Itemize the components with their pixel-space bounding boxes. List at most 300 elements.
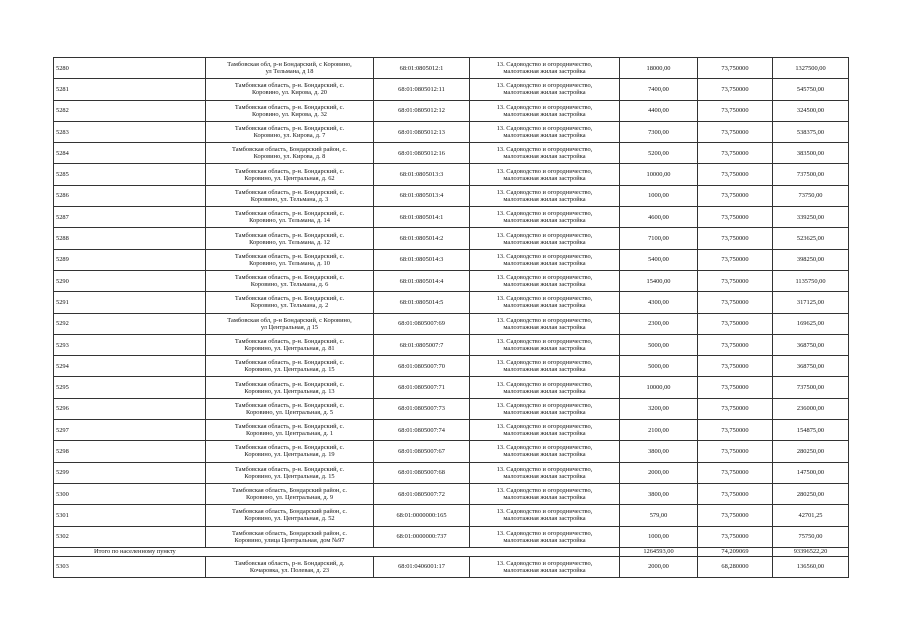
cadastral-value-cell (773, 356, 849, 377)
table-row (54, 164, 849, 185)
cadastral-value-cell-text: 324500,00 (796, 107, 825, 115)
address-cell-text: Тамбовская область, Бондарский район, с. (232, 487, 347, 495)
cadastral-number-cell (374, 164, 470, 185)
cadastral-value-cell (773, 334, 849, 355)
land-use-cell (470, 505, 620, 526)
area-cell (620, 249, 698, 270)
area-cell-text: 3200,00 (648, 405, 669, 413)
land-use-cell (470, 334, 620, 355)
land-use-cell (470, 58, 620, 79)
row-number-text: 5292 (56, 320, 69, 328)
cadastral-number-cell-text: 68:01:0805007:7 (399, 341, 444, 349)
land-use-cell (470, 292, 620, 313)
land-use-cell-text: малоэтажная жилая застройка (503, 195, 586, 203)
cadastral-value-cell (773, 292, 849, 313)
cadastral-number-cell-text: 68:01:0805014:5 (399, 298, 444, 306)
address-cell (206, 207, 374, 228)
specific-value-cell-text: 73,750000 (721, 447, 749, 455)
total-specific-value-cell (698, 547, 773, 556)
area-cell (620, 58, 698, 79)
specific-value-cell-text: 73,750000 (721, 362, 749, 370)
cadastral-value-cell (773, 121, 849, 142)
row-number (54, 441, 206, 462)
land-use-cell (470, 185, 620, 206)
row-number (54, 313, 206, 334)
area-cell-text: 10000,00 (646, 171, 671, 179)
cadastral-number-cell-text: 68:01:0805012:12 (398, 107, 445, 115)
address-cell-text: Коровино, улица Центральная, дом №97 (234, 536, 345, 544)
cadastral-value-cell (773, 483, 849, 504)
address-cell-text: Коровино, ул. Центральная, д. 1 (245, 430, 334, 438)
cadastral-number-cell-text: 68:01:0406001:17 (398, 563, 445, 571)
address-cell (206, 377, 374, 398)
cadastral-value-cell-text: 42701,25 (798, 511, 823, 519)
row-number-text: 5284 (56, 149, 69, 157)
land-use-cell-text: малоэтажная жилая застройка (503, 153, 586, 161)
land-use-cell-text: 13. Садоводство и огородничество, (496, 359, 593, 367)
address-cell-text: Тамбовская область, р-н. Бондарский, с. (234, 444, 345, 452)
address-cell (206, 79, 374, 100)
cadastral-value-cell-text: 317125,00 (796, 298, 825, 306)
address-cell-text: Тамбовская область, р-н. Бондарский, с. (234, 125, 345, 133)
specific-value-cell (698, 356, 773, 377)
address-cell-text: Тамбовская область, р-н. Бондарский, с. (234, 103, 345, 111)
area-cell (620, 100, 698, 121)
cadastral-number-cell-text: 68:01:0805013:3 (399, 171, 444, 179)
land-use-cell (470, 228, 620, 249)
cadastral-number-cell-text: 68:01:0805007:74 (398, 426, 445, 434)
row-number-text: 5297 (56, 426, 69, 434)
cadastral-value-cell (773, 228, 849, 249)
cadastral-value-table (53, 57, 849, 578)
row-number-text: 5289 (56, 256, 69, 264)
cadastral-value-cell-text: 545750,00 (796, 85, 825, 93)
area-cell-text: 2000,00 (648, 469, 669, 477)
land-use-cell-text: малоэтажная жилая застройка (503, 536, 586, 544)
cadastral-number-cell (374, 249, 470, 270)
total-area-cell (620, 547, 698, 556)
specific-value-cell-text: 73,750000 (721, 298, 749, 306)
specific-value-cell (698, 462, 773, 483)
area-cell-text: 10000,00 (646, 384, 671, 392)
address-cell-text: Коровино, ул. Тельмана, д. 6 (250, 281, 329, 289)
table-row (54, 185, 849, 206)
address-cell-text: Тамбовская область, р-н. Бондарский, с. (234, 188, 345, 196)
land-use-cell (470, 249, 620, 270)
area-cell-text: 7400,00 (648, 85, 669, 93)
cadastral-number-cell (374, 121, 470, 142)
cadastral-number-cell-text: 68:01:0805007:73 (398, 405, 445, 413)
area-cell (620, 270, 698, 291)
land-use-cell (470, 377, 620, 398)
row-number-text: 5291 (56, 298, 69, 306)
land-use-cell-text: 13. Садоводство и огородничество, (496, 82, 593, 90)
table-row (54, 398, 849, 419)
specific-value-cell-text: 73,750000 (721, 277, 749, 285)
cadastral-value-cell (773, 100, 849, 121)
area-cell-text: 5000,00 (648, 341, 669, 349)
address-cell-text: Коровино, ул. Кирова, д. 8 (253, 153, 326, 161)
area-cell (620, 334, 698, 355)
address-cell-text: Коровино, ул. Кирова, д. 32 (252, 110, 327, 118)
address-cell-text: ул Центральная, д 15 (260, 323, 319, 331)
cadastral-number-cell (374, 79, 470, 100)
row-number (54, 556, 206, 577)
land-use-cell-text: 13. Садоводство и огородничество, (496, 559, 593, 567)
address-cell-text: Коровино, ул. Центральная, д. 15 (244, 366, 335, 374)
area-cell (620, 207, 698, 228)
area-cell (620, 164, 698, 185)
row-number (54, 228, 206, 249)
land-use-cell-text: малоэтажная жилая застройка (503, 132, 586, 140)
specific-value-cell (698, 334, 773, 355)
table-row (54, 462, 849, 483)
area-cell-text: 5000,00 (648, 362, 669, 370)
address-cell-text: Тамбовская обл, р-н Бондарский, с Коровино, (227, 61, 352, 69)
specific-value-cell-text: 73,750000 (721, 511, 749, 519)
area-cell-text: 15400,00 (646, 277, 671, 285)
row-number-text: 5303 (56, 563, 69, 571)
land-use-cell-text: малоэтажная жилая застройка (503, 238, 586, 246)
land-use-cell-text: 13. Садоводство и огородничество, (496, 401, 593, 409)
specific-value-cell (698, 207, 773, 228)
table-row (54, 58, 849, 79)
table-row (54, 100, 849, 121)
cadastral-value-cell (773, 377, 849, 398)
land-use-cell-text: малоэтажная жилая застройка (503, 302, 586, 310)
land-use-cell (470, 556, 620, 577)
address-cell-text: Тамбовская область, р-н. Бондарский, с. (234, 423, 345, 431)
cadastral-number-cell-text: 68:01:0805014:1 (399, 213, 444, 221)
address-cell-text: Тамбовская область, р-н. Бондарский, с. (234, 338, 345, 345)
specific-value-cell (698, 270, 773, 291)
row-number (54, 420, 206, 441)
specific-value-cell (698, 58, 773, 79)
area-cell (620, 121, 698, 142)
area-cell (620, 420, 698, 441)
cadastral-number-cell-text: 68:01:0805014:4 (399, 277, 444, 285)
cadastral-value-cell-text: 280250,00 (796, 490, 825, 498)
specific-value-cell (698, 143, 773, 164)
row-number-text: 5302 (56, 533, 69, 541)
area-cell-text: 4300,00 (648, 298, 669, 306)
cadastral-value-cell-text: 737500,00 (796, 384, 825, 392)
address-cell (206, 249, 374, 270)
specific-value-cell-text: 73,750000 (721, 64, 749, 72)
area-cell (620, 505, 698, 526)
address-cell-text: Коровино, ул. Центральная, д. 5 (245, 408, 334, 416)
land-use-cell-text: малоэтажная жилая застройка (503, 430, 586, 438)
area-cell-text: 5200,00 (648, 149, 669, 157)
land-use-cell-text: 13. Садоводство и огородничество, (496, 380, 593, 388)
specific-value-cell-text: 73,750000 (721, 213, 749, 221)
cadastral-number-cell (374, 334, 470, 355)
table-row (54, 121, 849, 142)
cadastral-value-cell-text: 339250,00 (796, 213, 825, 221)
cadastral-number-cell-text: 68:01:0805007:71 (398, 384, 445, 392)
address-cell (206, 121, 374, 142)
address-cell-text: Тамбовская область, Бондарский район, с. (232, 146, 347, 154)
area-cell-text: 4600,00 (648, 213, 669, 221)
land-use-cell-text: малоэтажная жилая застройка (503, 515, 586, 523)
land-use-cell-text: 13. Садоводство и огородничество, (496, 188, 593, 196)
table-row (54, 249, 849, 270)
cadastral-number-cell-text: 68:01:0000000:165 (396, 511, 447, 519)
land-use-cell (470, 143, 620, 164)
address-cell-text: Тамбовская обл, р-н Бондарский, с Коровино, (227, 316, 352, 324)
specific-value-cell (698, 249, 773, 270)
address-cell-text: Коровино, ул. Центральная, д. 9 (245, 494, 334, 502)
cadastral-value-cell-text: 737500,00 (796, 171, 825, 179)
row-number-text: 5283 (56, 128, 69, 136)
land-use-cell-text: 13. Садоводство и огородничество, (496, 103, 593, 111)
cadastral-value-cell-text: 169625,00 (796, 320, 825, 328)
address-cell-text: Тамбовская область, р-н. Бондарский, д. (234, 559, 345, 567)
land-use-cell-text: малоэтажная жилая застройка (503, 68, 586, 76)
area-cell (620, 292, 698, 313)
row-number (54, 121, 206, 142)
land-use-cell-text: 13. Садоводство и огородничество, (496, 444, 593, 452)
land-use-cell-text: малоэтажная жилая застройка (503, 259, 586, 267)
cadastral-number-cell-text: 68:01:0805012:16 (398, 149, 445, 157)
area-cell (620, 398, 698, 419)
specific-value-cell (698, 121, 773, 142)
row-number (54, 292, 206, 313)
cadastral-value-cell (773, 249, 849, 270)
cadastral-number-cell-text: 68:01:0805014:2 (399, 235, 444, 243)
land-use-cell-text: малоэтажная жилая застройка (503, 451, 586, 459)
cadastral-number-cell-text: 68:01:0805013:4 (399, 192, 444, 200)
cadastral-value-cell-text: 73750,00 (798, 192, 823, 200)
cadastral-value-cell (773, 526, 849, 547)
table-row (54, 483, 849, 504)
land-use-cell-text: малоэтажная жилая застройка (503, 174, 586, 182)
cadastral-number-cell-text: 68:01:0805014:3 (399, 256, 444, 264)
cadastral-value-cell-text: 523625,00 (796, 235, 825, 243)
land-use-cell (470, 207, 620, 228)
cadastral-number-cell (374, 270, 470, 291)
address-cell (206, 185, 374, 206)
cadastral-number-cell (374, 556, 470, 577)
address-cell-text: Коровино, ул. Тельмана, д. 2 (250, 302, 329, 310)
cadastral-value-cell (773, 185, 849, 206)
specific-value-cell-text: 73,750000 (721, 320, 749, 328)
row-number (54, 79, 206, 100)
cadastral-number-cell (374, 462, 470, 483)
cadastral-value-cell (773, 143, 849, 164)
row-number-text: 5301 (56, 511, 69, 519)
area-cell-text: 7100,00 (648, 235, 669, 243)
land-use-cell-text: 13. Садоводство и огородничество, (496, 338, 593, 345)
land-use-cell-text: 13. Садоводство и огородничество, (496, 167, 593, 175)
address-cell (206, 356, 374, 377)
land-use-cell-text: 13. Садоводство и огородничество, (496, 146, 593, 154)
land-use-cell-text: малоэтажная жилая застройка (503, 494, 586, 502)
cadastral-value-cell (773, 398, 849, 419)
specific-value-cell-text: 73,750000 (721, 341, 749, 349)
row-number (54, 398, 206, 419)
specific-value-cell-text: 73,750000 (721, 192, 749, 200)
land-use-cell-text: малоэтажная жилая застройка (503, 408, 586, 416)
table-row (54, 334, 849, 355)
cadastral-value-cell (773, 462, 849, 483)
specific-value-cell (698, 441, 773, 462)
cadastral-number-cell-text: 68:01:0805007:68 (398, 469, 445, 477)
cadastral-number-cell-text: 68:01:0000000:737 (396, 533, 447, 541)
row-number (54, 377, 206, 398)
cadastral-value-cell-text: 280250,00 (796, 447, 825, 455)
cadastral-value-cell-text: 538375,00 (796, 128, 825, 136)
land-use-cell-text: малоэтажная жилая застройка (503, 281, 586, 289)
land-use-cell-text: 13. Садоводство и огородничество, (496, 465, 593, 473)
row-number (54, 334, 206, 355)
address-cell (206, 228, 374, 249)
cadastral-value-cell (773, 207, 849, 228)
table-row (54, 526, 849, 547)
table-row (54, 356, 849, 377)
area-cell (620, 143, 698, 164)
address-cell-text: Тамбовская область, р-н. Бондарский, с. (234, 380, 345, 388)
area-cell (620, 526, 698, 547)
area-cell-text: 4400,00 (648, 107, 669, 115)
cadastral-number-cell (374, 292, 470, 313)
cadastral-value-cell (773, 79, 849, 100)
area-cell (620, 462, 698, 483)
address-cell-text: Тамбовская область, р-н. Бондарский, с. (234, 465, 345, 473)
land-use-cell-text: 13. Садоводство и огородничество, (496, 231, 593, 239)
cadastral-number-cell-text: 68:01:0805012:13 (398, 128, 445, 136)
row-number (54, 58, 206, 79)
cadastral-value-cell-text: 398250,00 (796, 256, 825, 264)
total-label-text: Итого по населенному пункту (94, 548, 176, 556)
land-use-cell-text: 13. Садоводство и огородничество, (496, 125, 593, 133)
row-number-text: 5295 (56, 384, 69, 392)
cadastral-number-cell (374, 441, 470, 462)
address-cell (206, 100, 374, 121)
row-number-text: 5294 (56, 362, 69, 370)
land-use-cell-text: 13. Садоводство и огородничество, (496, 274, 593, 282)
address-cell-text: Коровино, ул. Центральная, д. 19 (244, 451, 335, 459)
cadastral-number-cell (374, 505, 470, 526)
land-use-cell-text: малоэтажная жилая застройка (503, 472, 586, 480)
address-cell-text: Тамбовская область, Бондарский район, с. (232, 508, 347, 516)
total-cadastral-value-cell (773, 547, 849, 556)
specific-value-cell-text: 73,750000 (721, 107, 749, 115)
cadastral-value-cell-text: 75750,00 (798, 533, 823, 541)
area-cell (620, 441, 698, 462)
land-use-cell-text: 13. Садоводство и огородничество, (496, 295, 593, 303)
address-cell-text: Тамбовская область, р-н. Бондарский, с. (234, 252, 345, 260)
cadastral-value-cell (773, 505, 849, 526)
address-cell-text: Тамбовская область, р-н. Бондарский, с. (234, 401, 345, 409)
address-cell (206, 398, 374, 419)
address-cell-text: Тамбовская область, р-н. Бондарский, с. (234, 274, 345, 282)
land-use-cell (470, 420, 620, 441)
row-number-text: 5300 (56, 490, 69, 498)
land-use-cell-text: малоэтажная жилая застройка (503, 323, 586, 331)
specific-value-cell-text: 73,750000 (721, 128, 749, 136)
cadastral-value-cell (773, 58, 849, 79)
address-cell (206, 270, 374, 291)
land-use-cell (470, 100, 620, 121)
row-number-text: 5282 (56, 107, 69, 115)
total-label (54, 547, 620, 556)
address-cell-text: Коровино, ул. Центральная, д. 15 (244, 472, 335, 480)
land-use-cell (470, 441, 620, 462)
cadastral-number-cell-text: 68:01:0805007:70 (398, 362, 445, 370)
address-cell-text: Коровино, ул. Тельмана, д. 10 (249, 259, 330, 267)
table-row (54, 441, 849, 462)
area-cell-text: 2300,00 (648, 320, 669, 328)
cadastral-number-cell (374, 377, 470, 398)
area-cell-text: 3800,00 (648, 490, 669, 498)
address-cell (206, 164, 374, 185)
row-number (54, 185, 206, 206)
cadastral-value-cell-text: 383500,00 (796, 149, 825, 157)
table-row (54, 270, 849, 291)
specific-value-cell-text: 73,750000 (721, 469, 749, 477)
cadastral-number-cell-text: 68:01:0805012:1 (399, 64, 444, 72)
address-cell-text: Тамбовская область, р-н. Бондарский, с. (234, 167, 345, 175)
cadastral-number-cell-text: 68:01:0805007:67 (398, 447, 445, 455)
address-cell (206, 143, 374, 164)
specific-value-cell (698, 505, 773, 526)
land-use-cell (470, 526, 620, 547)
area-cell (620, 356, 698, 377)
specific-value-cell-text: 73,750000 (721, 533, 749, 541)
address-cell-text: Коровино, ул. Кирова, д. 7 (253, 132, 326, 140)
land-use-cell (470, 270, 620, 291)
row-number-text: 5280 (56, 64, 69, 72)
table-row (54, 292, 849, 313)
table-row (54, 313, 849, 334)
land-use-cell-text: 13. Садоводство и огородничество, (496, 252, 593, 260)
area-cell-text: 7300,00 (648, 128, 669, 136)
address-cell (206, 292, 374, 313)
table-body (54, 58, 849, 578)
land-use-cell-text: малоэтажная жилая застройка (503, 366, 586, 374)
area-cell (620, 556, 698, 577)
address-cell-text: ул Тельмана, д 18 (265, 68, 314, 76)
land-use-cell (470, 164, 620, 185)
row-number-text: 5288 (56, 235, 69, 243)
specific-value-cell-text: 73,750000 (721, 85, 749, 93)
address-cell (206, 526, 374, 547)
area-cell-text: 3800,00 (648, 447, 669, 455)
area-cell-text: 5400,00 (648, 256, 669, 264)
row-number-text: 5285 (56, 171, 69, 179)
cadastral-number-cell (374, 100, 470, 121)
area-cell (620, 79, 698, 100)
cadastral-value-cell-text: 368750,00 (796, 341, 825, 349)
row-number (54, 143, 206, 164)
address-cell (206, 420, 374, 441)
table-row (54, 556, 849, 577)
address-cell (206, 505, 374, 526)
cadastral-number-cell-text: 68:01:0805012:11 (398, 85, 445, 93)
row-number-text: 5281 (56, 85, 69, 93)
cadastral-number-cell (374, 313, 470, 334)
total-specific-value-cell-text: 74,209069 (721, 548, 749, 556)
land-use-cell-text: 13. Садоводство и огородничество, (496, 210, 593, 218)
specific-value-cell (698, 483, 773, 504)
table-row (54, 505, 849, 526)
address-cell-text: Тамбовская область, р-н. Бондарский, с. (234, 231, 345, 239)
cadastral-value-cell-text: 1135750,00 (795, 277, 826, 285)
row-number (54, 483, 206, 504)
land-use-cell-text: малоэтажная жилая застройка (503, 110, 586, 118)
row-number-text: 5287 (56, 213, 69, 221)
